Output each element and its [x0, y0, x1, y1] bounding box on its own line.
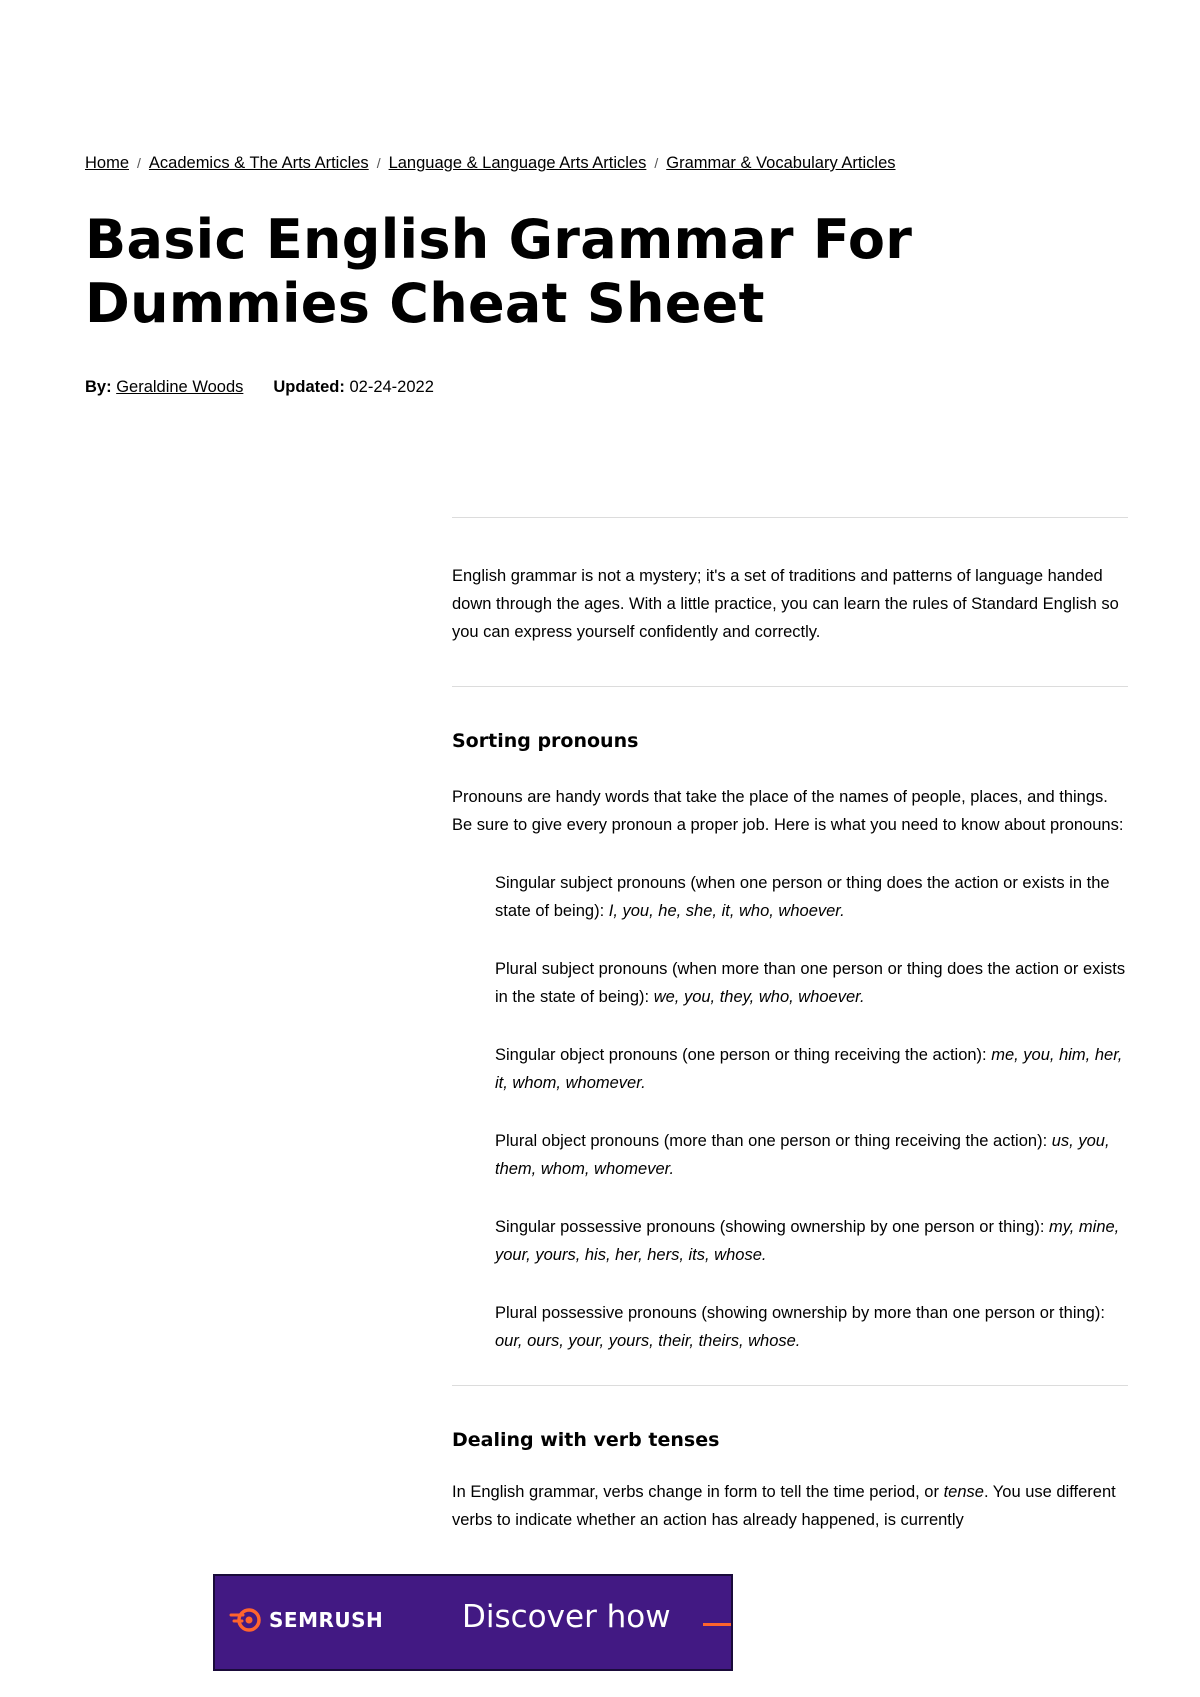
paragraph-term: tense — [943, 1483, 984, 1501]
list-item — [495, 1213, 1128, 1269]
list-item-text: Singular subject pronouns (when one person or thing does the action or exists in the state of being): — [495, 874, 1110, 920]
list-item-text: Plural possessive pronouns (showing ownership by more than one person or thing): — [495, 1304, 1105, 1322]
list-item-text: Singular possessive pronouns (showing ownership by one person or thing): — [495, 1218, 1049, 1236]
intro-paragraph: English grammar is not a mystery; it's a set of traditions and patterns of language handed down through the ages. With a little practice, you can learn the rules of Standard English so you can express yourself confidently and correctly. — [452, 567, 1119, 641]
list-item — [495, 1299, 1128, 1355]
semrush-flame-icon — [229, 1607, 263, 1633]
list-item-examples: my, mine, your, yours, his, her, hers, its, whose. — [495, 1218, 1120, 1264]
list-item — [495, 869, 1128, 925]
divider — [452, 686, 1128, 687]
breadcrumb-separator: / — [654, 155, 659, 171]
article-body — [452, 517, 1128, 1534]
page-title — [85, 208, 985, 336]
list-item-examples: we, you, they, who, whoever. — [653, 988, 865, 1006]
list-item-text: Plural object pronouns (more than one person or thing receiving the action): — [495, 1132, 1052, 1150]
section-paragraph-verb-tenses — [452, 1478, 1128, 1534]
paragraph-text: In English grammar, verbs change in form to tell the time period, or — [452, 1483, 944, 1501]
divider — [452, 517, 1128, 518]
page-title-line1: Basic English Grammar For — [85, 208, 913, 271]
breadcrumb-separator: / — [137, 155, 141, 171]
list-item-text: Singular object pronouns (one person or thing receiving the action): — [495, 1046, 992, 1064]
author-link[interactable]: Geraldine Woods — [116, 378, 244, 396]
breadcrumb-academics-link[interactable]: Academics & The Arts Articles — [148, 154, 369, 172]
ad-cta-text[interactable]: Discover how — [462, 1599, 671, 1635]
updated-date: 02-24-2022 — [349, 378, 434, 396]
updated-label: Updated: — [273, 378, 345, 396]
by-label: By: — [85, 378, 112, 396]
list-item-examples: I, you, he, she, it, who, whoever. — [608, 902, 845, 920]
paragraph-text: . You use different verbs to indicate whether an action has already happened, is currently — [452, 1483, 1116, 1529]
advertisement-banner[interactable] — [213, 1574, 733, 1671]
section-paragraph-pronouns: Pronouns are handy words that take the place of the names of people, places, and things. Be sure to give every pronoun a proper job. Here is what you need to know about pronouns: — [452, 788, 1124, 834]
pronoun-list — [452, 869, 1128, 1355]
list-item — [495, 1041, 1128, 1097]
list-item-examples: us, you, them, whom, whomever. — [495, 1132, 1110, 1178]
section-heading-verb-tenses: Dealing with verb tenses — [452, 1429, 720, 1451]
semrush-logo — [229, 1607, 383, 1633]
list-item-text: Plural subject pronouns (when more than one person or thing does the action or exists in the state of being): — [495, 960, 1126, 1006]
list-item-examples: our, ours, your, yours, their, theirs, whose. — [495, 1332, 801, 1350]
list-item-examples: me, you, him, her, it, whom, whomever. — [495, 1046, 1123, 1092]
breadcrumb-language-link[interactable]: Language & Language Arts Articles — [388, 154, 647, 172]
breadcrumb-separator: / — [376, 155, 381, 171]
ad-brand-name: SEMRUSH — [269, 1608, 384, 1632]
page-title-line2: Dummies Cheat Sheet — [85, 272, 765, 335]
list-item — [495, 1127, 1128, 1183]
divider — [452, 1385, 1128, 1386]
section-heading-pronouns: Sorting pronouns — [452, 730, 639, 752]
breadcrumb-grammar-link[interactable]: Grammar & Vocabulary Articles — [666, 154, 896, 172]
byline — [85, 378, 434, 397]
breadcrumb-home-link[interactable]: Home — [85, 154, 130, 172]
list-item — [495, 955, 1128, 1011]
breadcrumb — [85, 154, 896, 173]
arrow-dash-icon — [703, 1623, 731, 1626]
